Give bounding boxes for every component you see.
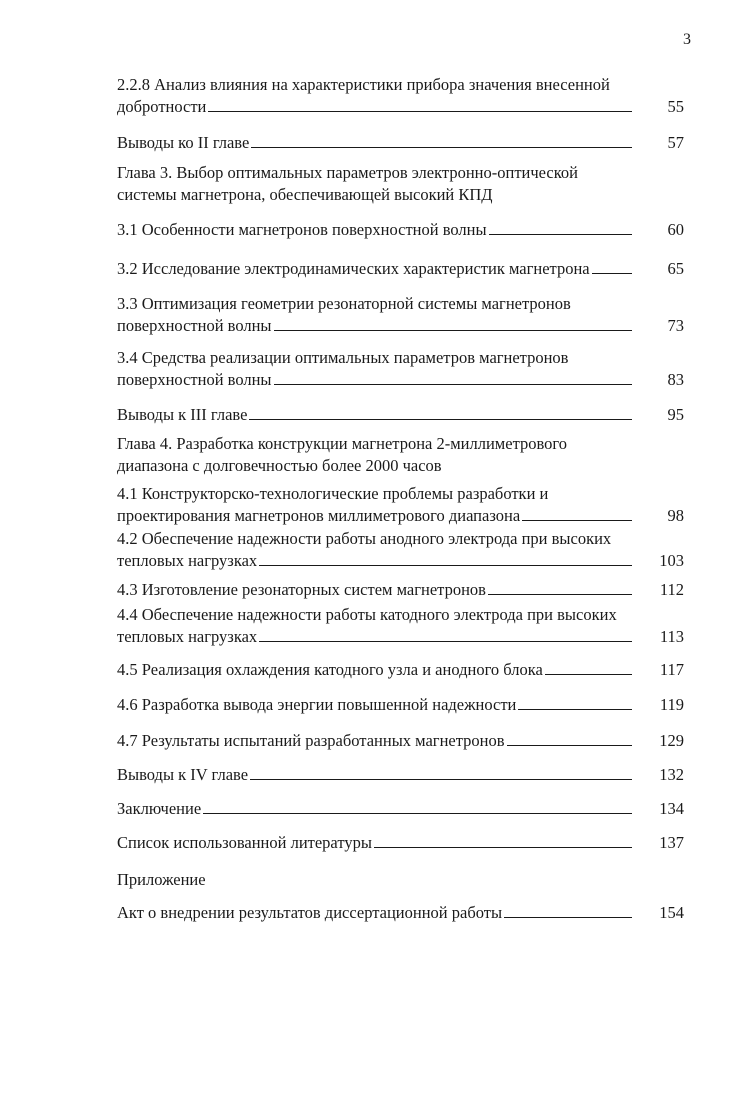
toc-page-number: 117: [659, 660, 684, 679]
toc-entry-line: [117, 870, 206, 890]
toc-entry-text: 4.6 Разработка вывода энергии повышенной надежности: [117, 695, 517, 714]
toc-entry-text: 4.7 Результаты испытаний разработанных магнетронов: [117, 731, 505, 750]
toc-entry-line: [117, 529, 611, 549]
toc-page-number: 129: [659, 731, 684, 750]
toc-page-number: 73: [667, 316, 684, 335]
toc-page-number: 137: [659, 833, 684, 852]
toc-page-number: 103: [659, 551, 684, 570]
toc-entry-text: Приложение: [117, 870, 206, 889]
toc-page-number: 154: [659, 903, 684, 922]
toc-entry-text: добротности: [117, 97, 207, 116]
toc-entry-text: Список использованной литературы: [117, 833, 372, 852]
toc-entry-line: [117, 484, 548, 504]
toc-entry-text: 4.1 Конструкторско-технологические проблемы разработки и: [117, 484, 549, 503]
toc-entry-text: Выводы к III главе: [117, 405, 248, 424]
toc-page-number: 112: [659, 580, 684, 599]
toc-entry-line: [117, 75, 610, 95]
toc-entry-line: [117, 185, 493, 205]
toc-entry-text: Акт о внедрении результатов диссертационной работы: [117, 903, 503, 922]
toc-page-number: 83: [667, 370, 684, 389]
toc-entry-line: [117, 434, 567, 454]
toc-entry-text: проектирования магнетронов миллиметрового диапазона: [117, 506, 521, 525]
toc-entry-line: [117, 456, 442, 476]
toc-entry-text: 3.2 Исследование электродинамических характеристик магнетрона: [117, 259, 590, 278]
toc-page-number: 119: [659, 695, 684, 714]
toc-entry-text: системы магнетрона, обеспечивающей высокий КПД: [117, 185, 493, 204]
page-number: 3: [683, 31, 691, 48]
toc-entry-line: [117, 348, 568, 368]
toc-page-number: 65: [667, 259, 684, 278]
toc-entry-text: поверхностной волны: [117, 370, 272, 389]
toc-entry-text: Глава 3. Выбор оптимальных параметров электронно-оптической: [117, 163, 578, 182]
toc-entry-text: Глава 4. Разработка конструкции магнетрона 2-миллиметрового: [117, 434, 568, 453]
toc-page-number: 132: [659, 765, 684, 784]
toc-page-number: 134: [659, 799, 684, 818]
toc-entry-text: 4.3 Изготовление резонаторных систем магнетронов: [117, 580, 486, 599]
toc-page-number: 55: [667, 97, 684, 116]
toc-entry-text: тепловых нагрузках: [117, 627, 258, 646]
toc-entry-text: диапазона с долговечностью более 2000 часов: [117, 456, 442, 475]
toc-entry-text: Заключение: [117, 799, 202, 818]
toc-entry-text: тепловых нагрузках: [117, 551, 258, 570]
toc-page-number: 60: [667, 220, 684, 239]
toc-entry-text: 4.4 Обеспечение надежности работы катодного электрода при высоких: [117, 605, 617, 624]
toc-entry-line: [117, 294, 571, 314]
toc-entry-line: [117, 163, 578, 183]
toc-page-number: 95: [667, 405, 684, 424]
toc-entry-text: поверхностной волны: [117, 316, 272, 335]
toc-entry-text: 4.2 Обеспечение надежности работы анодного электрода при высоких: [117, 529, 612, 548]
toc-entry-text: Выводы ко II главе: [117, 133, 250, 152]
toc-entry-text: 2.2.8 Анализ влияния на характеристики прибора значения внесенной: [117, 75, 610, 94]
toc-page-number: 57: [667, 133, 684, 152]
toc-entry-text: 3.4 Средства реализации оптимальных параметров магнетронов: [117, 348, 569, 367]
toc-entry-line: [117, 605, 617, 625]
toc-page-number: 98: [667, 506, 684, 525]
toc-page-number: 113: [659, 627, 684, 646]
toc-entry-text: 3.3 Оптимизация геометрии резонаторной системы магнетронов: [117, 294, 571, 313]
toc-entry-text: 4.5 Реализация охлаждения катодного узла и анодного блока: [117, 660, 543, 679]
toc-entry-text: 3.1 Особенности магнетронов поверхностной волны: [117, 220, 487, 239]
toc-entry-text: Выводы к IV главе: [117, 765, 249, 784]
